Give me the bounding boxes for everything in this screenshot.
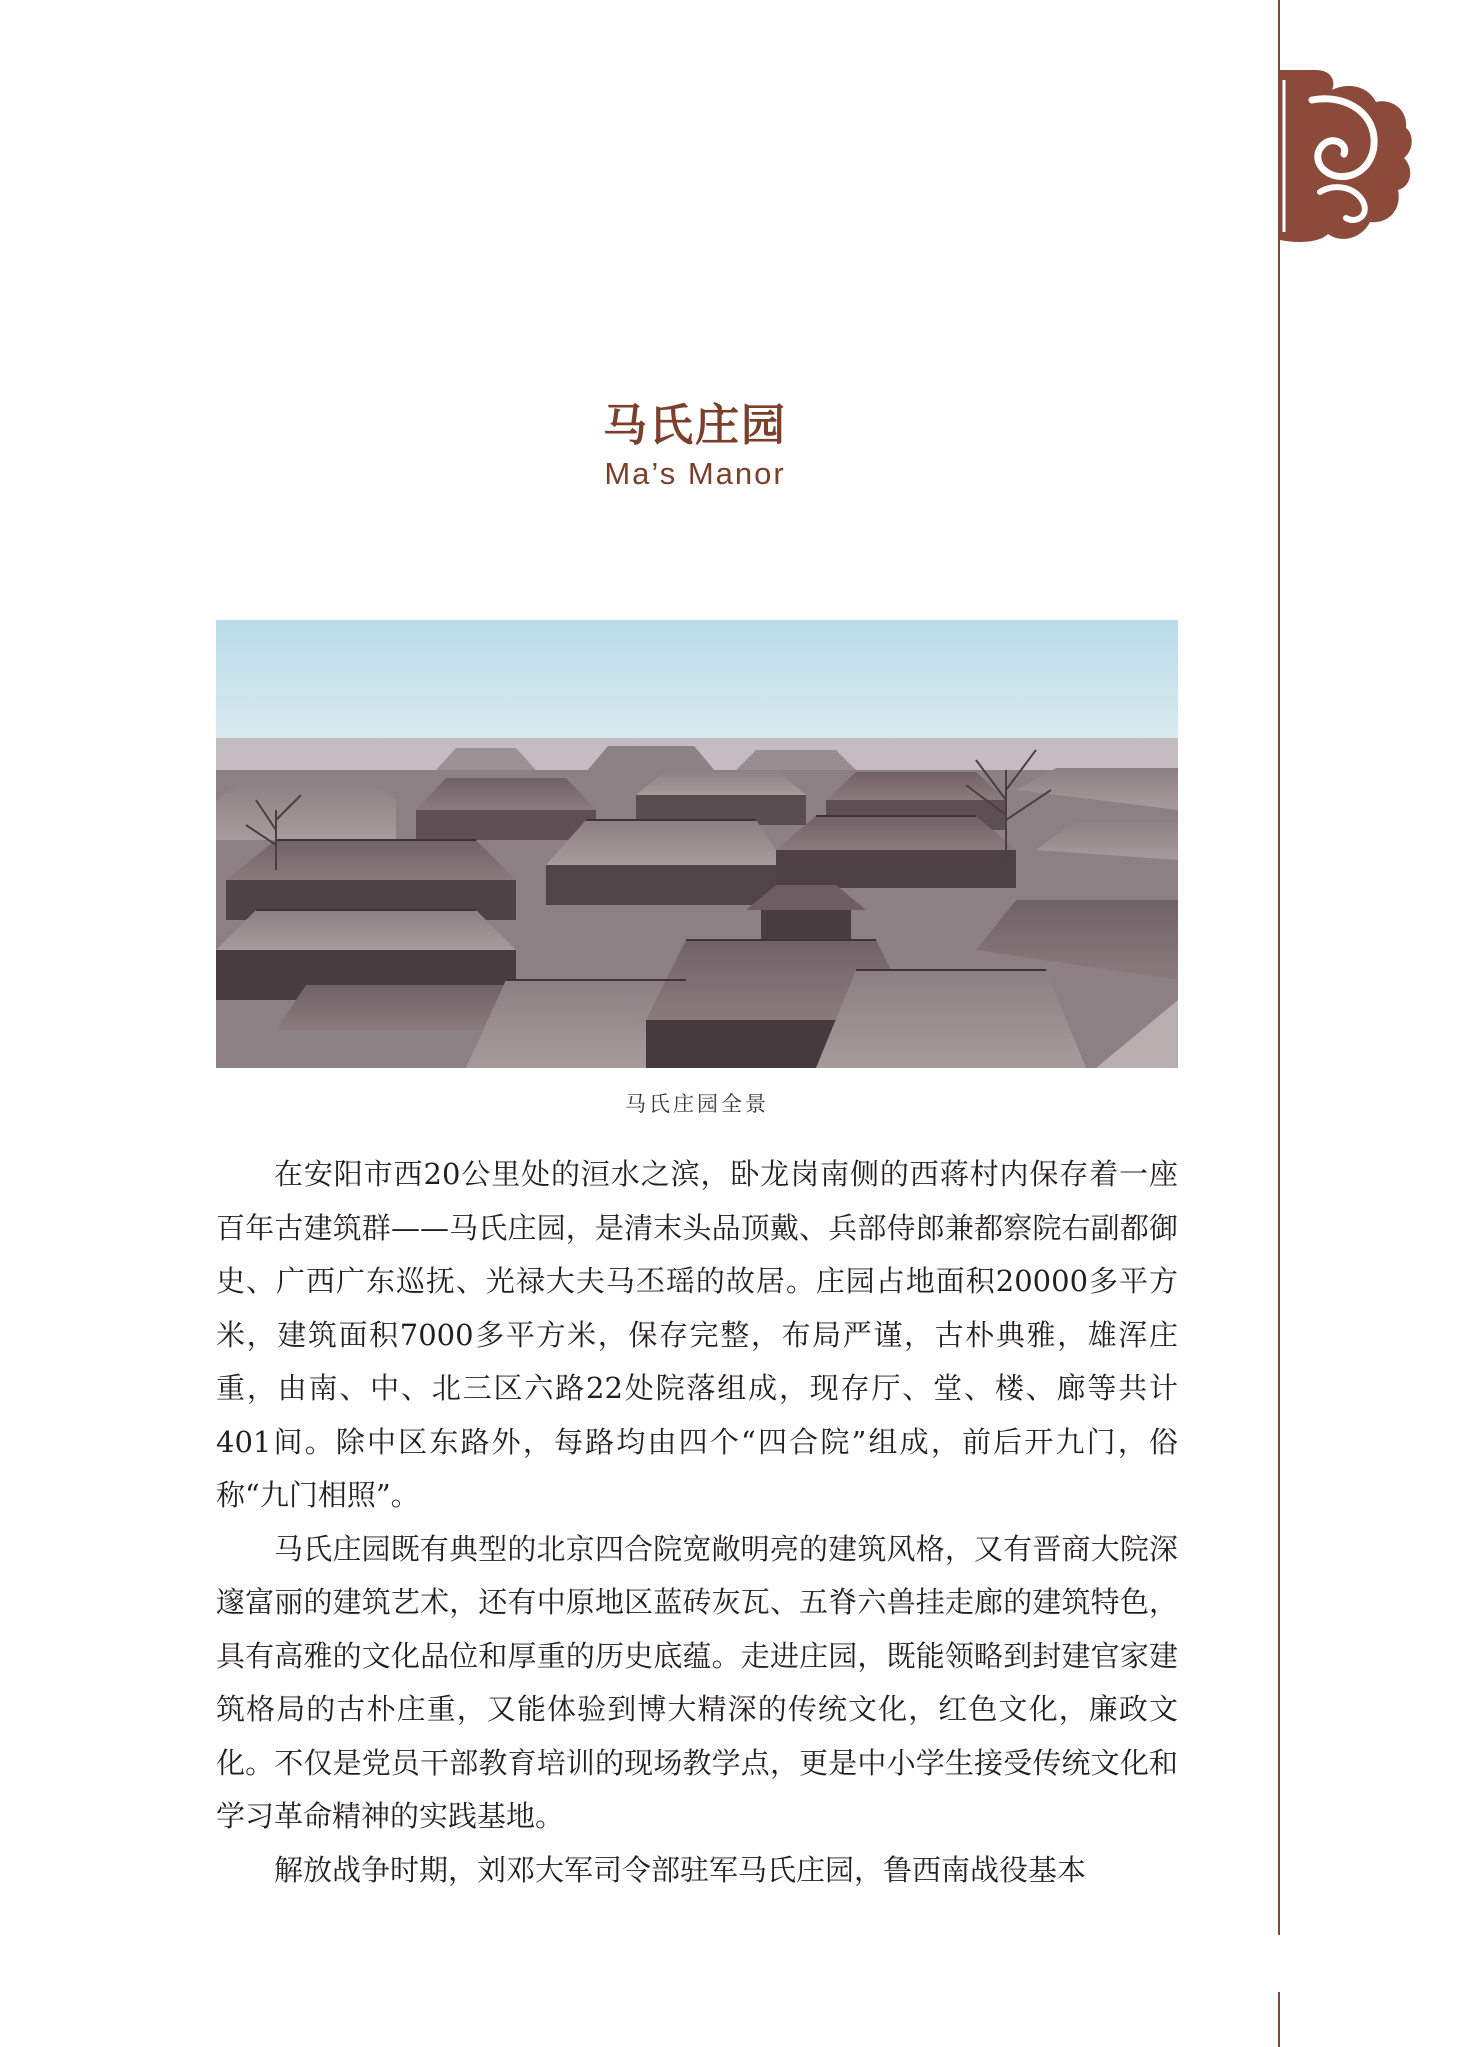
cloud-scroll-icon bbox=[1272, 64, 1414, 250]
photo-caption: 马氏庄园全景 bbox=[625, 1092, 769, 1116]
margin-rule-bottom bbox=[1278, 1992, 1280, 2047]
article-body bbox=[216, 1148, 1178, 1897]
paragraph: 在安阳市西20公里处的洹水之滨，卧龙岗南侧的西蒋村内保存着一座百年古建筑群——马氏庄园，是清末头品顶戴、兵部侍郎兼都察院右副都御史、广西广东巡抚、光禄大夫马丕瑶的故居。庄园占地面积20000多平方米，建筑面积7000多平方米，保存完整，布局严谨，古朴典雅，雄浑庄重，由南、中、北三区六路22处院落组成，现存厅、堂、楼、廊等共计401间。除中区东路外，每路均由四个“四合院”组成，前后开九门，俗称“九门相照”。 bbox=[216, 1157, 1178, 1512]
margin-rule bbox=[1278, 0, 1280, 1935]
page-title: 马氏庄园 bbox=[603, 400, 787, 451]
title-block bbox=[0, 398, 1390, 492]
paragraph: 马氏庄园既有典型的北京四合院宽敞明亮的建筑风格，又有晋商大院深邃富丽的建筑艺术，还有中原地区蓝砖灰瓦、五脊六兽挂走廊的建筑特色，具有高雅的文化品位和厚重的历史底蕴。走进庄园，既能领略到封建官家建筑格局的古朴庄重，又能体验到博大精深的传统文化，红色文化，廉政文化。不仅是党员干部教育培训的现场教学点，更是中小学生接受传统文化和学习革命精神的实践基地。 bbox=[216, 1531, 1178, 1833]
paragraph: 解放战争时期，刘邓大军司令部驻军马氏庄园，鲁西南战役基本 bbox=[274, 1852, 1087, 1887]
page-subtitle: Ma’s Manor bbox=[604, 456, 786, 491]
manor-photo bbox=[216, 620, 1178, 1068]
